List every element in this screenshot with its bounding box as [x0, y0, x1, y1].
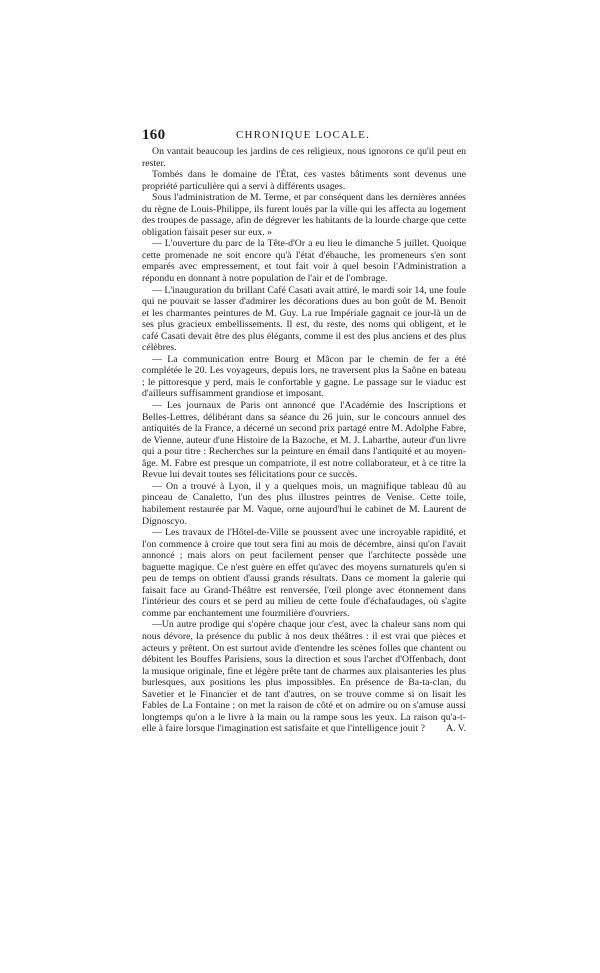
paragraph: Tombés dans le domaine de l'État, ces vastes bâtiments sont devenus une propriété particulière qui a servi à différents usages. — [142, 169, 466, 192]
page-header — [142, 127, 464, 143]
article-body — [142, 146, 466, 735]
paragraph: — On a trouvé à Lyon, il y a quelques mois, un magnifique tableau dû au pinceau de Canaletto, l'un des plus illustres peintres de Venise. Cette toile, habilement restaurée par M. Vaque, orne aujourd'hui le cabinet de M. Laurent de Dignoscyo. — [142, 480, 466, 527]
paragraph: — L'inauguration du brillant Café Casati avait attiré, le mardi soir 14, une foule qui ne pouvait se lasser d'admirer les décorations dues au bon goût de M. Benoit et les charmantes peintures de M. Guy. La rue Impériale gagnait ce jour-là un de ses plus gracieux embellissements. Il est, du reste, des noms qui obligent, et le café Casati devait être des plus élégants, comme il est des plus anciens et des plus célèbres. — [142, 284, 466, 354]
paragraph: — La communication entre Bourg et Mâcon par le chemin de fer a été complétée le 20. Les voyageurs, depuis lors, ne traversent plus la Saône en bateau ; le pittoresque y perd, mais le confortable y gagne. Le passage sur le viaduc est d'ailleurs suffisamment grandiose et imposant. — [142, 353, 466, 400]
paragraph: — Les travaux de l'Hôtel-de-Ville se poussent avec une incroyable rapidité, et l'on commence à croire que tout sera fini au mois de décembre, ainsi qu'on l'avait annoncé ; mais alors on peut facilement penser que l'architecte possède une baguette magique. Ce n'est guère en effet qu'avec des moyens surnaturels qu'en si peu de temps on obtient d'aussi grands résultats. Dans ce moment la galerie qui faisait face au Grand-Théâtre est renversée, l'œil plonge avec étonnement dans l'intérieur des cours et se perd au milieu de cette foule d'échafaudages, où s'agite comme par enchantement une fourmilière d'ouvriers. — [142, 527, 466, 619]
running-title: CHRONIQUE LOCALE. — [235, 129, 371, 141]
last-paragraph — [142, 619, 466, 734]
paragraph: — L'ouverture du parc de la Tête-d'Or a eu lieu le dimanche 5 juillet. Quoique cette promenade ne soit encore qu'à l'état d'ébauche, les promeneurs s'en sont emparés avec empressement, et tout fait voir à quel besoin l'Administration a répondu en donnant à notre population de l'air et de l'ombrage. — [142, 238, 466, 285]
paragraph: Sous l'administration de M. Terme, et par conséquent dans les dernières années du règne de Louis-Philippe, ils furent loués par la ville qui les affecta au logement des troupes de passage, afin de dégrever les habitants de la lourde charge que cette obligation faisait peser sur eux. » — [142, 192, 466, 238]
page-number: 160 — [142, 127, 166, 143]
author-signature: A. V. — [445, 723, 466, 735]
paragraph: On vantait beaucoup les jardins de ces religieux, nous ignorons ce qu'il peut en rester. — [142, 146, 466, 169]
paragraph-text: —Un autre prodige qui s'opère chaque jour c'est, avec la chaleur sans nom qui nous dévore, la présence du public à nos deux théâtres : il est vrai que pièces et acteurs y prêtent. On est surtout avide d'entendre les scènes folles que chantent ou débitent les Bouffes Parisiens, sous la direction et sous l'archet d'Offenbach, dont la musique originale, fine et légère prête tant de charmes aux plaisanteries les plus burlesques, aux positions les plus impossibles. En présence de Ba-ta-clan, du Savetier et le Financier et de tant d'autres, on se trouve comme si on lisait les Fables de La Fontaine ; on met la raison de côté et on admire ou on s'amuse aussi longtemps qu'on a le livre à la main ou la rampe sous les yeux. La raison qu'a-t-elle à faire lorsque l'imagination est satisfaite et que l'intelligence jouit ? — [142, 619, 466, 735]
paragraph: — Les journaux de Paris ont annoncé que l'Académie des Inscriptions et Belles-Lettres, délibérant dans sa séance du 26 juin, sur le concours annuel des antiquités de la France, a décerné un second prix partagé entre M. Adolphe Fabre, de Vienne, auteur d'une Histoire de la Bazoche, et M. J. Labarthe, auteur d'un livre qui a pour titre : Recherches sur la peinture en émail dans l'antiquité et au moyen-âge. M. Fabre est presque un compatriote, il est notre collaborateur, et à ce titre la Revue lui devait toutes ses félicitations pour ce succès. — [142, 400, 466, 481]
